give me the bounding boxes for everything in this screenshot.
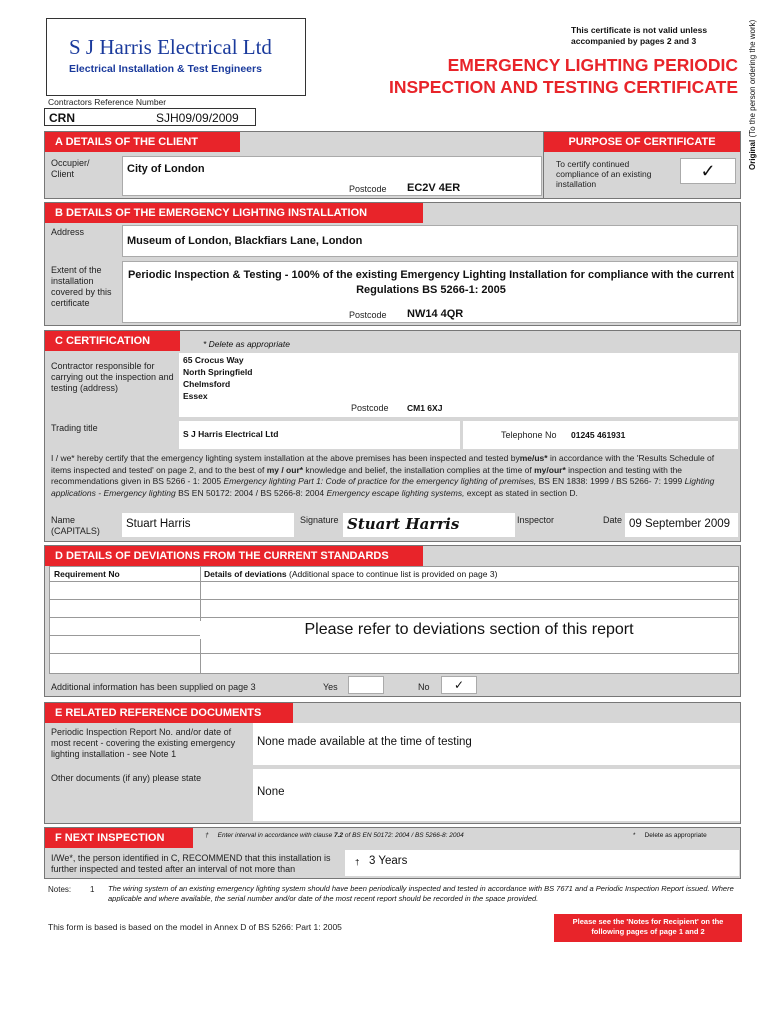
section-c [44, 330, 741, 542]
trading-value: S J Harris Electrical Ltd [183, 429, 279, 439]
crn-value: SJH09/09/2009 [156, 111, 239, 125]
postcode-b-label: Postcode [349, 310, 387, 320]
date-field [625, 513, 738, 537]
row-divider [50, 617, 738, 618]
periodic-report-value: None made available at the time of testing [257, 736, 472, 748]
extent-label: Extent of the installation covered by this certificate [51, 265, 112, 308]
yes-checkbox[interactable] [348, 676, 384, 694]
deviations-col-header-1: Requirement No [54, 569, 120, 579]
section-d-header: D DETAILS OF DEVIATIONS FROM THE CURRENT STANDARDS [45, 546, 423, 566]
occupier-label: Occupier/ Client [51, 158, 90, 179]
other-docs-field [253, 769, 740, 821]
company-tagline: Electrical Installation & Test Engineers [69, 63, 262, 75]
extent-value: Periodic Inspection & Testing - 100% of the existing Emergency Lighting Installation for compliance with the current Regulations BS 5266-1: 2005 [127, 269, 735, 296]
model-note: This form is based is based on the model in Annex D of BS 5266: Part 1: 2005 [48, 922, 342, 932]
contractor-address-line-2: North Springfield [183, 367, 253, 377]
yes-label: Yes [323, 682, 338, 692]
name-label: Name (CAPITALS) [51, 515, 100, 536]
periodic-report-field [253, 723, 740, 765]
notes-label: Notes: [48, 885, 72, 894]
deviations-refer-text: Please refer to deviations section of this report [200, 621, 738, 639]
address-b-field [122, 225, 738, 257]
note-text: The wiring system of an existing emergency lighting system should have been periodically inspected and tested in accordance with BS 7671 and a Periodic Inspection Report issued. Where applicable and where available, the serial number and/or date of the most recent report should be recorded in the space provided. [108, 884, 734, 902]
company-name: S J Harris Electrical Ltd [69, 35, 272, 59]
contractor-ref-label: Contractors Reference Number [48, 97, 167, 107]
crn-label: CRN [49, 111, 75, 125]
section-e [44, 702, 741, 824]
contractor-label: Contractor responsible for carrying out the inspection and testing (address) [51, 361, 174, 393]
no-checkbox[interactable] [441, 676, 477, 694]
interval-field [345, 850, 739, 876]
telephone-label: Telephone No [501, 430, 557, 440]
postcode-b-value: NW14 4QR [407, 308, 464, 320]
occupier-value: City of London [127, 163, 205, 175]
recommend-text: I/We*, the person identified in C, RECOMMEND that this installation is further inspected and tested after an interval of not more than [51, 853, 331, 874]
other-docs-value: None [257, 786, 285, 798]
purpose-header: PURPOSE OF CERTIFICATE [544, 132, 740, 152]
no-label: No [418, 682, 430, 692]
address-b-value: Museum of London, Blackfiars Lane, London [127, 235, 363, 247]
section-f-header: F NEXT INSPECTION [45, 828, 193, 848]
section-c-header: C CERTIFICATION [45, 331, 180, 351]
periodic-report-label: Periodic Inspection Report No. and/or date of most recent - covering the existing emergency lighting installation - see Note 1 [51, 727, 236, 759]
date-label: Date [603, 515, 623, 525]
signature-label: Signature [300, 515, 339, 525]
section-d [44, 545, 741, 697]
side-label: Original (To the person ordering the work) [748, 19, 757, 170]
trading-field [179, 421, 460, 449]
certificate-title: EMERGENCY LIGHTING PERIODIC INSPECTION AND TESTING CERTIFICATE [388, 55, 738, 97]
signature-image: Stuart Harris [347, 515, 460, 533]
section-e-header: E RELATED REFERENCE DOCUMENTS [45, 703, 293, 723]
contractor-address-line-4: Essex [183, 391, 208, 401]
dagger-icon: † [355, 858, 360, 867]
address-b-label: Address [51, 227, 85, 237]
row-divider [50, 599, 738, 600]
interval-value: 3 Years [369, 855, 408, 867]
contractor-address-line-3: Chelmsford [183, 379, 231, 389]
trading-label: Trading title [51, 423, 98, 433]
section-b [44, 202, 741, 326]
row-divider [50, 653, 738, 654]
section-b-header: B DETAILS OF THE EMERGENCY LIGHTING INSTALLATION [45, 203, 423, 223]
recipient-note: Please see the 'Notes for Recipient' on the following pages of page 1 and 2 [554, 914, 742, 942]
purpose-text: To certify continued compliance of an existing installation [556, 159, 652, 189]
date-value: 09 September 2009 [629, 518, 731, 530]
purpose-panel [543, 131, 741, 199]
crn-box [44, 108, 256, 126]
telephone-value: 01245 461931 [571, 430, 626, 440]
telephone-field [463, 421, 738, 449]
postcode-a-label: Postcode [349, 184, 387, 194]
certification-statement: I / we* hereby certify that the emergency lighting system installation at the above premises has been inspected and tested byme/us* in accordance with the 'Results Schedule of items inspected and tested' on page 2, and to the best of my / our* knowledge and belief, the installation complies at the time of my/our* inspection and testing with the recommendations given in BS 5266 - 1: 2005 Emergency lighting Part 1: Code of practice for the emergency lighting of premises, BS EN 1838: 1999 / BS 5266- 7: 1999 Lighting applications - Emergency lighting BS EN 50172: 2004 / BS 5266-8: 2004 Emergency escape lighting systems, except as stated in section D. [51, 453, 715, 498]
validity-note: This certificate is not valid unless accompanied by pages 2 and 3 [571, 25, 708, 46]
postcode-c-value: CM1 6XJ [407, 403, 443, 413]
signature-field [343, 513, 515, 537]
name-field [122, 513, 294, 537]
postcode-a-value: EC2V 4ER [407, 182, 461, 194]
other-docs-label: Other documents (if any) please state [51, 773, 202, 783]
contractor-address-field [179, 353, 738, 417]
section-a-header: A DETAILS OF THE CLIENT [45, 132, 240, 152]
contractor-address-line-1: 65 Crocus Way [183, 355, 244, 365]
delete-note: * Delete as appropriate [203, 339, 290, 349]
role-label: Inspector [517, 515, 555, 525]
deviations-table [49, 566, 739, 674]
star-note: * Delete as appropriate [633, 832, 707, 839]
dagger-note: † Enter interval in accordance with clause 7.2 of BS EN 50172: 2004 / BS 5266-8: 2004 [205, 832, 464, 839]
postcode-c-label: Postcode [351, 403, 389, 413]
name-value: Stuart Harris [126, 518, 191, 530]
check-icon: ✓ [453, 678, 465, 692]
extent-field [122, 261, 738, 323]
deviations-col-header-2: Details of deviations (Additional space to continue list is provided on page 3) [204, 569, 498, 579]
col-divider [200, 567, 201, 673]
occupier-field [122, 156, 542, 196]
note-number: 1 [90, 885, 95, 894]
additional-info-label: Additional information has been supplied on page 3 [51, 682, 256, 692]
company-logo-box [46, 18, 306, 96]
row-divider [50, 581, 738, 582]
check-icon: ✓ [700, 161, 716, 181]
purpose-checkbox[interactable] [680, 158, 736, 184]
section-f [44, 827, 741, 879]
